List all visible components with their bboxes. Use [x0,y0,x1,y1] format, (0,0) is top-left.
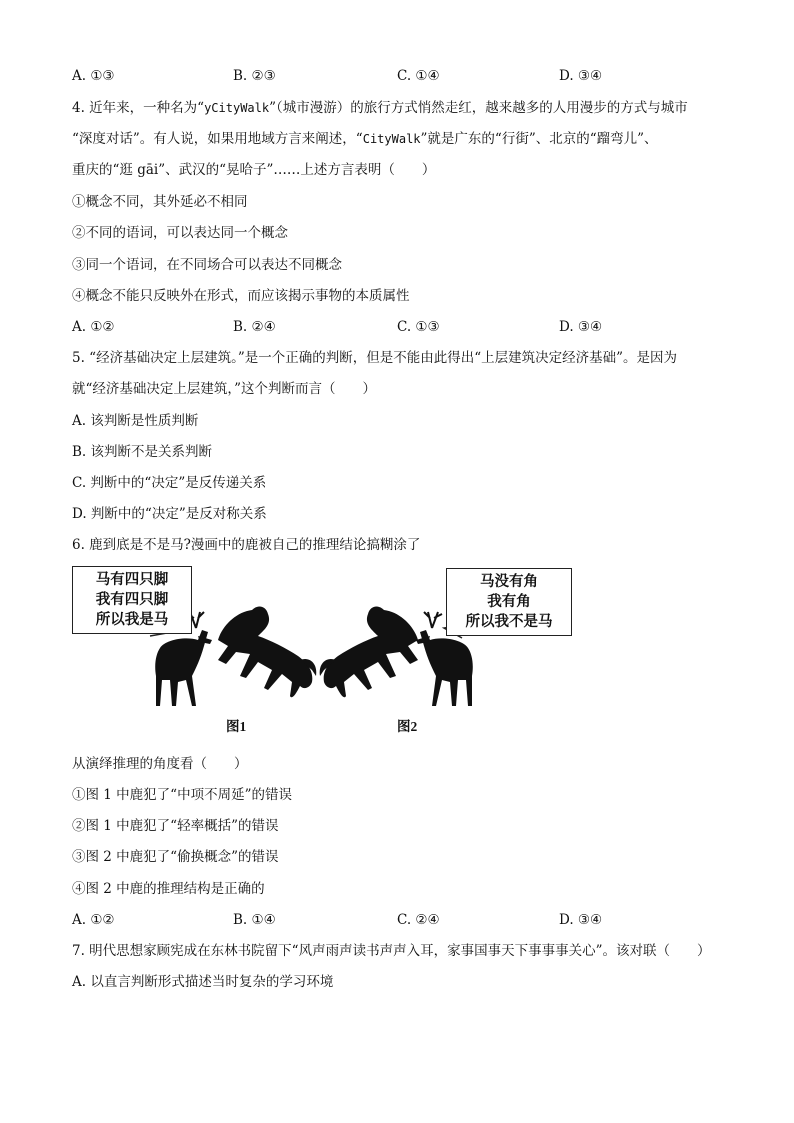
horse-figure-1 [218,607,316,698]
speech-bubble-1 [72,566,192,634]
q4-text-d: ”就是广东的“行街”、北京的“蹓弯儿”、 [420,131,658,147]
q6-option-c: C. ②④ [397,912,440,928]
q4-code-citywalk: CityWalk [362,132,421,146]
bubble1-line3: 所以我是马 [95,612,169,628]
q4-item-3: ③同一个语词，在不同场合可以表达不同概念 [72,257,342,273]
q6-stem-line1: 6. 鹿到底是不是马?漫画中的鹿被自己的推理结论搞糊涂了 [72,537,421,553]
q7-stem: 7. 明代思想家顾宪成在东林书院留下“风声雨声读书声声入耳，家事国事天下事事事关心”。该对联（ ） [72,943,711,959]
q4-option-d: D. ③④ [559,319,603,335]
bubble2-line3: 所以我不是马 [465,614,553,630]
q6-item-1: ①图 1 中鹿犯了“中项不周延”的错误 [72,787,292,803]
horse-figure-2 [320,607,418,698]
q7-option-a: A. 以直言判断形式描述当时复杂的学习环境 [72,974,334,990]
q5-stem-line1: 5. “经济基础决定上层建筑。”是一个正确的判断，但是不能由此得出“上层建筑决定经济基础”。是因为 [72,350,678,366]
q6-item-2: ②图 1 中鹿犯了“轻率概括”的错误 [72,818,279,834]
q3-option-c: C. ①④ [397,68,440,84]
q4-item-1: ①概念不同，其外延必不相同 [72,194,248,210]
q6-option-d: D. ③④ [559,912,603,928]
q6-option-b: B. ①④ [233,912,276,928]
q4-option-b: B. ②④ [233,319,276,335]
q6-option-a: A. ①② [72,912,115,928]
bubble2-line2: 我有角 [487,594,531,610]
q3-option-d: D. ③④ [559,68,603,84]
q6-item-3: ③图 2 中鹿犯了“偷换概念”的错误 [72,849,279,865]
q6-stem: 从演绎推理的角度看（ ） [72,756,248,772]
figure-2-caption: 图2 [397,719,418,734]
q3-option-b: B. ②③ [233,68,276,84]
figure-1-caption: 图1 [226,719,247,734]
q5-option-d: D. 判断中的“决定”是反对称关系 [72,506,267,522]
q5-option-a: A. 该判断是性质判断 [72,413,199,429]
q4-option-c: C. ①③ [397,319,440,335]
q5-stem-line2: 就“经济基础决定上层建筑，”这个判断而言（ ） [72,381,377,397]
speech-bubble-2 [446,568,572,636]
q3-option-a: A. ①③ [72,68,115,84]
bubble1-line2: 我有四只脚 [95,592,169,608]
q5-option-b: B. 该判断不是关系判断 [72,444,213,460]
q4-stem-line3: 重庆的“逛 gāi”、武汉的“晃哈子”……上述方言表明（ ） [72,162,436,178]
q4-text-c: “深度对话”。有人说，如果用地域方言来阐述，“ [72,131,363,147]
bubble1-line1: 马有四只脚 [95,572,169,588]
q6-item-4: ④图 2 中鹿的推理结构是正确的 [72,881,265,897]
q4-code-ycitywalk: yCityWalk [204,101,270,115]
q5-option-c: C. 判断中的“决定”是反传递关系 [72,475,267,491]
q4-text-b: ”（城市漫游）的旅行方式悄然走红，越来越多的人用漫步的方式与城市 [269,100,688,116]
q4-item-2: ②不同的语词，可以表达同一个概念 [72,225,288,241]
q4-item-4: ④概念不能只反映外在形式，而应该揭示事物的本质属性 [72,288,410,304]
q4-option-a: A. ①② [72,319,115,335]
bubble2-line1: 马没有角 [480,574,538,590]
q4-text-a: 4. 近年来，一种名为“ [72,100,205,116]
